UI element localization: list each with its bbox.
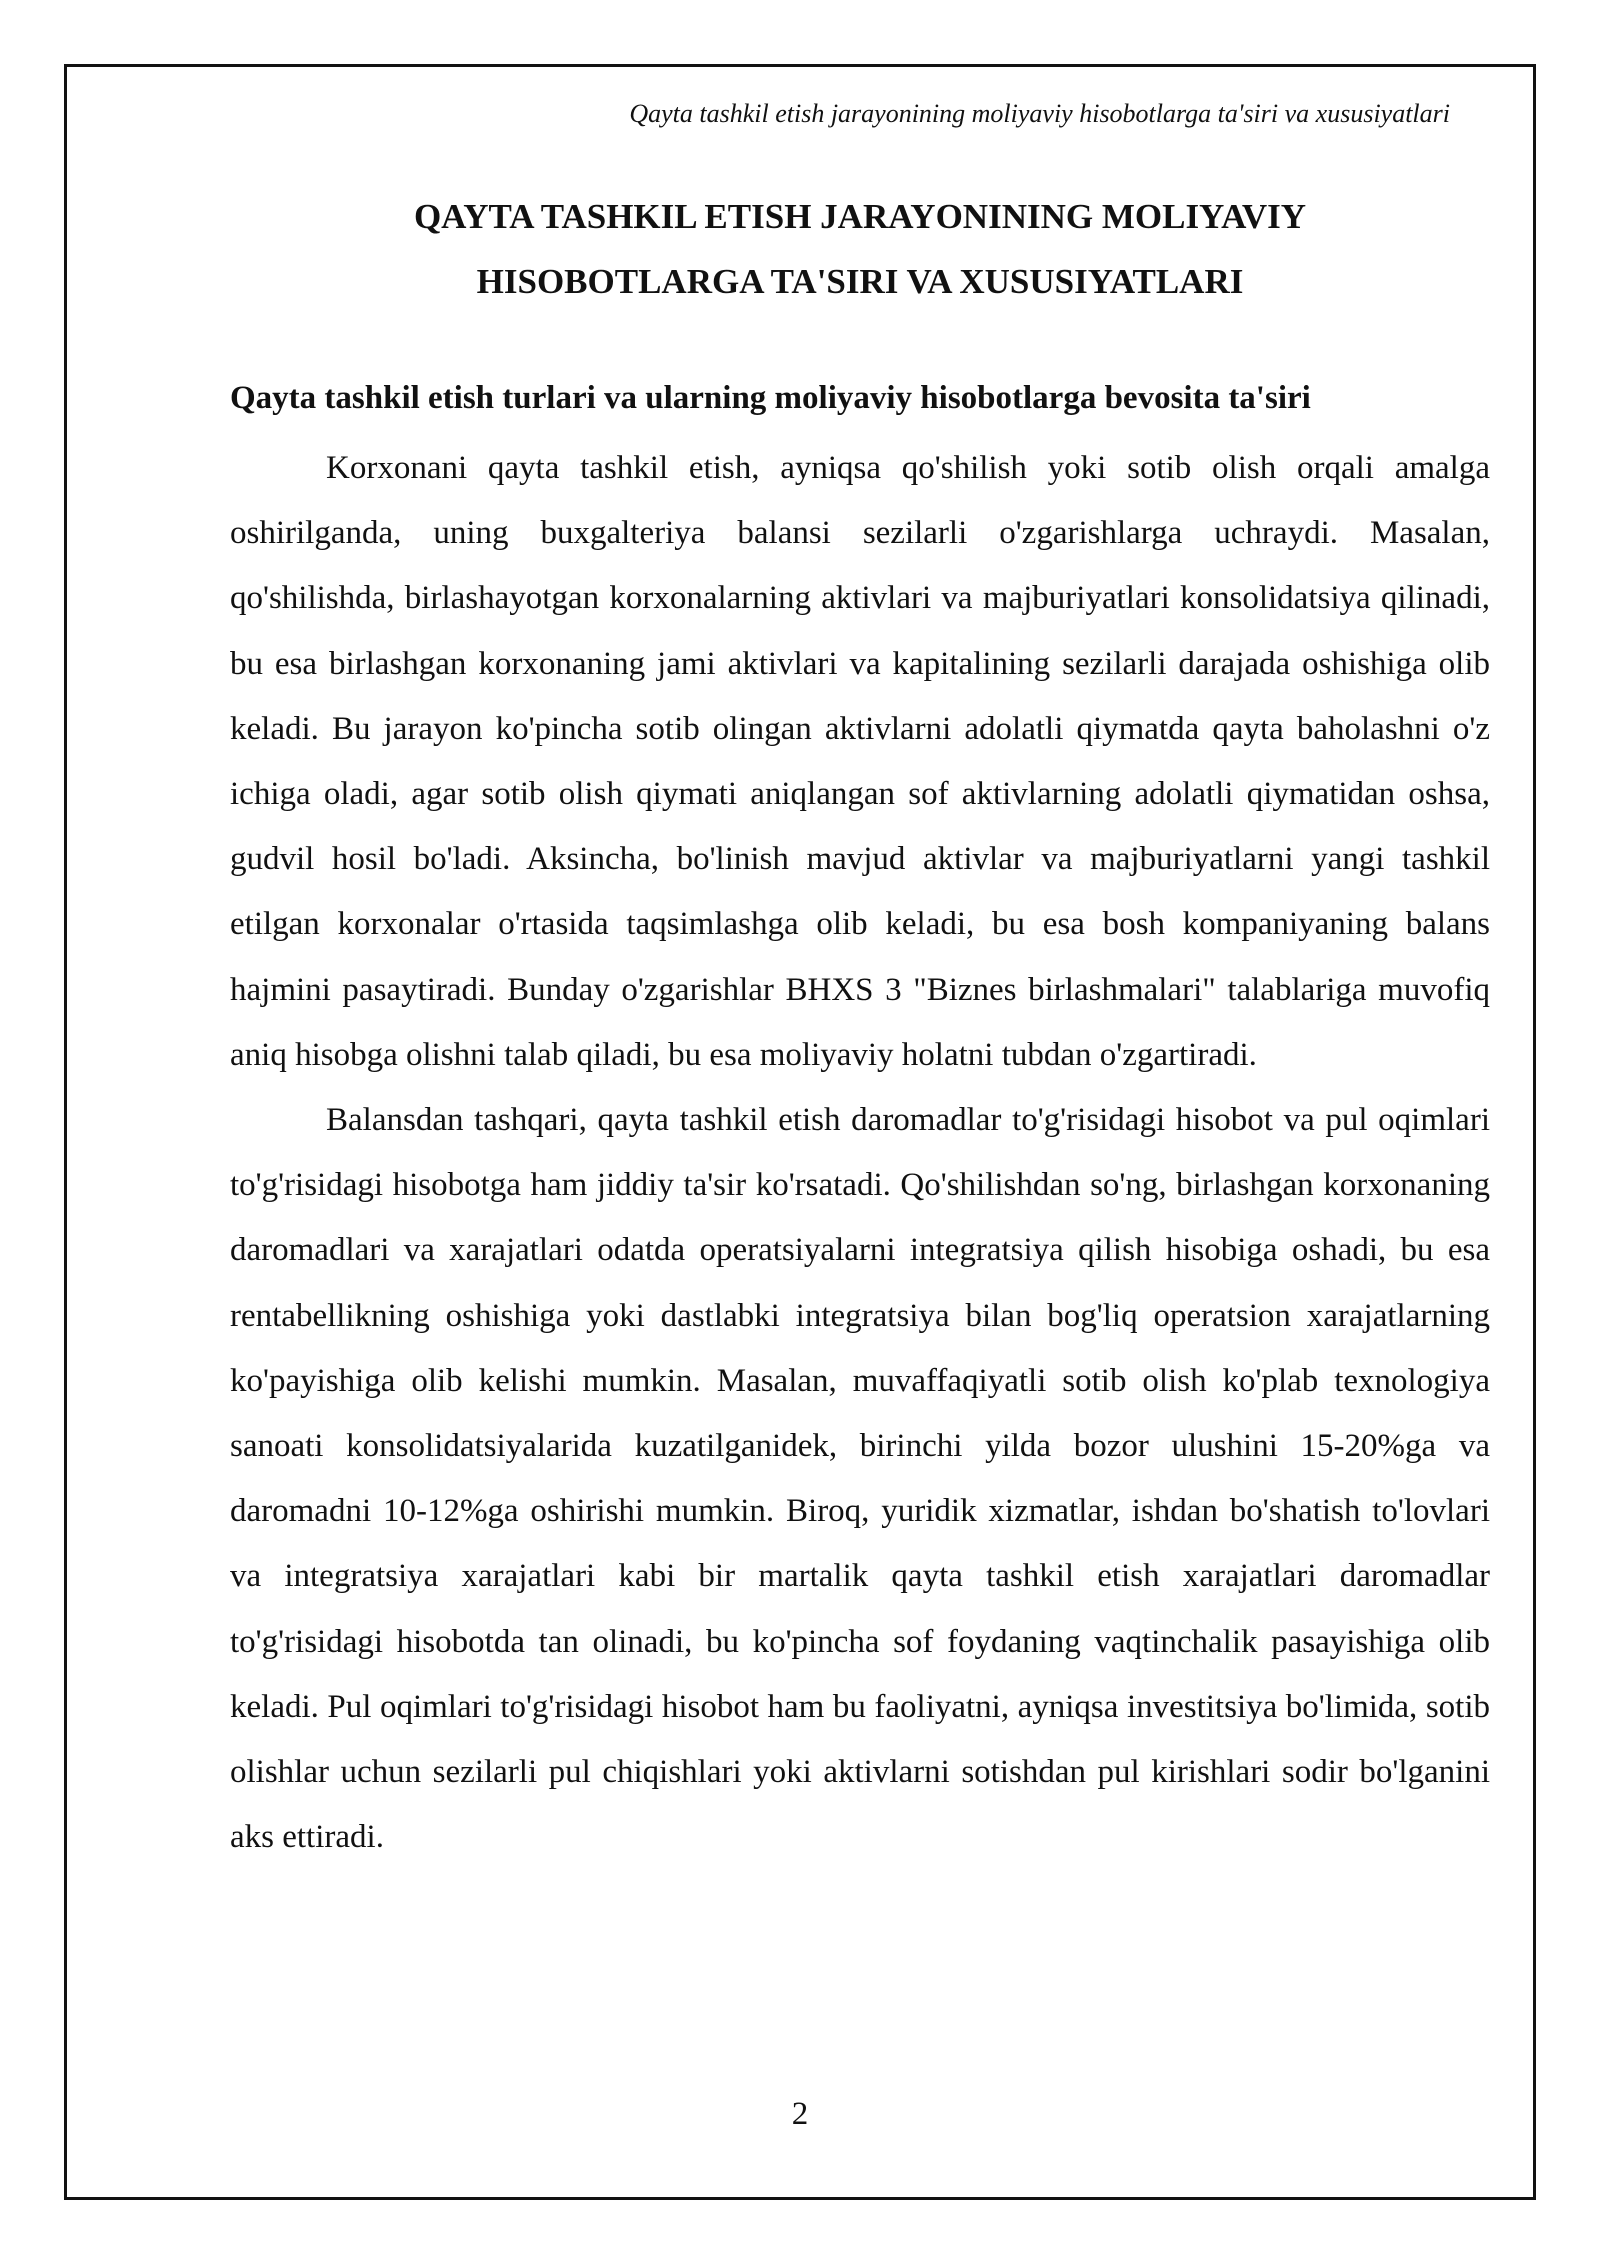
page-number: 2 xyxy=(791,2096,809,2132)
running-header: Qayta tashkil etish jarayonining moliyaviy hisobotlarga ta'siri va xususiyatlari xyxy=(629,99,1450,128)
document-body xyxy=(230,184,1490,1870)
body-paragraph-2: Balansdan tashqari, qayta tashkil etish daromadlar to'g'risidagi hisobot va pul oqimlari to'g'risidagi hisobotga ham jiddiy ta'sir ko'rsatadi. Qo'shilishdan so'ng, birlashgan korxonaning daromadlari va xarajatlari odatda operatsiyalarni integratsiya qilish hisobiga oshadi, bu esa rentabellikning oshishiga yoki dastlabki integratsiya bilan bog'liq operatsion xarajatlarning ko'payishiga olib kelishi mumkin. Masalan, muvaffaqiyatli sotib olish ko'plab texnologiya sanoati konsolidatsiyalarida kuzatilganidek, birinchi yilda bozor ulushini 15-20%ga va daromadni 10-12%ga oshirishi mumkin. Biroq, yuridik xizmatlar, ishdan bo'shatish to'lovlari va integratsiya xarajatlari kabi bir martalik qayta tashkil etish xarajatlari daromadlar to'g'risidagi hisobotda tan olinadi, bu ko'pincha sof foydaning vaqtinchalik pasayishiga olib keladi. Pul oqimlari to'g'risidagi hisobot ham bu faoliyatni, ayniqsa investitsiya bo'limida, sotib olishlar uchun sezilarli pul chiqishlari yoki aktivlarni sotishdan pul kirishlari sodir bo'lganini aks ettiradi. xyxy=(230,1102,1490,1856)
section-heading: Qayta tashkil etish turlari va ularning moliyaviy hisobotlarga bevosita ta'siri xyxy=(230,380,1311,416)
document-title-line-2: HISOBOTLARGA TA'SIRI VA XUSUSIYATLARI xyxy=(476,262,1244,301)
document-title xyxy=(230,184,1490,314)
body-paragraph-1: Korxonani qayta tashkil etish, ayniqsa qo'shilish yoki sotib olish orqali amalga oshirilganda, uning buxgalteriya balansi sezilarli o'zgarishlarga uchraydi. Masalan, qo'shilishda, birlashayotgan korxonalarning aktivlari va majburiyatlari konsolidatsiya qilinadi, bu esa birlashgan korxonaning jami aktivlari va kapitalining sezilarli darajada oshishiga olib keladi. Bu jarayon ko'pincha sotib olingan aktivlarni adolatli qiymatda qayta baholashni o'z ichiga oladi, agar sotib olish qiymati aniqlangan sof aktivlarning adolatli qiymatidan oshsa, gudvil hosil bo'ladi. Aksincha, bo'linish mavjud aktivlar va majburiyatlarni yangi tashkil etilgan korxonalar o'rtasida taqsimlashga olib keladi, bu esa bosh kompaniyaning balans hajmini pasaytiradi. Bunday o'zgarishlar BHXS 3 "Biznes birlashmalari" talablariga muvofiq aniq hisobga olishni talab qiladi, bu esa moliyaviy holatni tubdan o'zgartiradi. xyxy=(230,450,1490,1073)
document-title-line-1: QAYTA TASHKIL ETISH JARAYONINING MOLIYAVIY xyxy=(413,197,1307,236)
